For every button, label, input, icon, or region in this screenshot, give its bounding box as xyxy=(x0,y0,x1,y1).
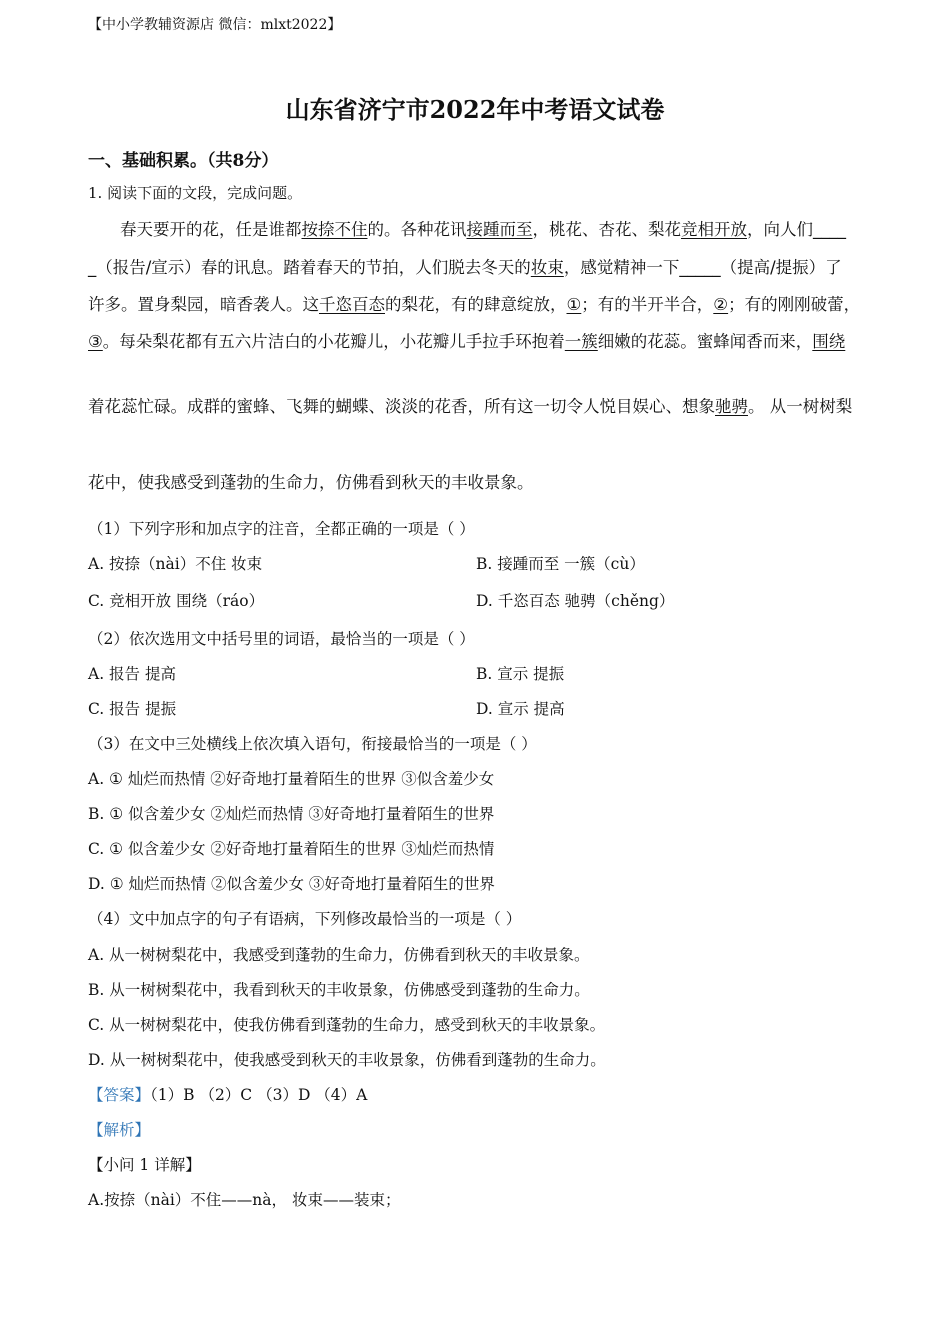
text-run: ，桃花、杏花、梨花 xyxy=(532,220,681,239)
blank-marker: ② xyxy=(713,295,729,314)
sub3-option-c: C. ① 似含羞少女 ②好奇地打量着陌生的世界 ③灿烂而热情 xyxy=(88,840,495,858)
doc-title: 山东省济宁市2022年中考语文试卷 xyxy=(285,95,665,124)
text-run: ；有的半开半合， xyxy=(581,295,714,314)
sub4-option-d: D. 从一树树梨花中，使我感受到秋天的丰收景象，仿佛看到蓬勃的生命力。 xyxy=(88,1051,606,1069)
answer-label: 【答案】 xyxy=(88,1086,151,1104)
sub3-stem: （3）在文中三处横线上依次填入语句，衔接最恰当的一项是（ ） xyxy=(88,735,537,753)
sub2-option-d: D. 宣示 提高 xyxy=(476,700,565,718)
underlined-word: 接踵而至 xyxy=(466,220,533,239)
text-run: 。每朵梨花都有五六片洁白的小花瓣儿，小花瓣儿手拉手环抱着 xyxy=(102,332,565,351)
sub4-option-a: A. 从一树树梨花中，我感受到蓬勃的生命力，仿佛看到秋天的丰收景象。 xyxy=(88,946,590,964)
sub2-option-b: B. 宣示 提振 xyxy=(476,665,565,683)
header-note: 【中小学教辅资源店 微信：mlxt2022】 xyxy=(88,17,342,33)
passage-line-3 xyxy=(88,291,860,315)
passage-line-1 xyxy=(120,216,846,240)
sub1-option-a: A. 按捺（nài）不住 妆束 xyxy=(88,555,263,573)
text-run: 许多。置身梨园，暗香袭人。这 xyxy=(88,295,319,314)
sub1-option-b: B. 接踵而至 一簇（cù） xyxy=(476,555,645,573)
sub3-option-b: B. ① 似含羞少女 ②灿烂而热情 ③好奇地打量着陌生的世界 xyxy=(88,805,495,823)
sub4-option-b: B. 从一树树梨花中，我看到秋天的丰收景象，仿佛感受到蓬勃的生命力。 xyxy=(88,981,590,999)
sub2-option-a: A. 报告 提高 xyxy=(88,665,176,683)
text-run: 花中，使我感受到蓬勃的生命力，仿佛看到秋天的丰收景象。 xyxy=(88,473,534,492)
text-run: _（报告/宣示）春的讯息。踏着春天的节拍，人们脱去冬天的 xyxy=(88,258,531,277)
detail-line: A.按捺（nài）不住——nà， 妆束——装束； xyxy=(88,1191,401,1209)
sub3-option-d: D. ① 灿烂而热情 ②似含羞少女 ③好奇地打量着陌生的世界 xyxy=(88,875,495,893)
analysis-label: 【解析】 xyxy=(88,1121,151,1139)
blank-marker: ① xyxy=(566,295,582,314)
underlined-word: 竞相开放 xyxy=(681,220,747,239)
text-run: 。 从一树树梨 xyxy=(748,397,853,416)
sub2-option-c: C. 报告 提振 xyxy=(88,700,177,718)
question-intro: 1. 阅读下面的文段，完成问题。 xyxy=(88,184,303,202)
underlined-word: 围绕 xyxy=(812,332,846,351)
underlined-word: 妆束 xyxy=(530,258,564,277)
sub1-stem: （1）下列字形和加点字的注音，全都正确的一项是（ ） xyxy=(88,520,475,538)
sub1-option-d: D. 千恣百态 驰骋（chěng） xyxy=(476,592,675,610)
section-heading: 一、基础积累。（共8分） xyxy=(88,151,279,171)
underlined-word: 一簇 xyxy=(564,332,598,351)
text-run: 春天要开的花，任是谁都 xyxy=(120,220,302,239)
underlined-word: 驰骋 xyxy=(715,397,748,416)
sub4-option-c: C. 从一树树梨花中，使我仿佛看到蓬勃的生命力，感受到秋天的丰收景象。 xyxy=(88,1016,606,1034)
passage-line-5 xyxy=(88,393,852,417)
underlined-word: 按捺不住 xyxy=(301,220,368,239)
answer-text: （1）B （2）C （3）D （4）A xyxy=(150,1086,368,1104)
text-run: 的。各种花讯 xyxy=(367,220,467,239)
sub1-option-c: C. 竞相开放 围绕（ráo） xyxy=(88,592,265,610)
passage-line-6 xyxy=(88,469,534,493)
text-run: 着花蕊忙碌。成群的蜜蜂、飞舞的蝴蝶、淡淡的花香，所有这一切令人悦目娱心、想象 xyxy=(88,397,715,416)
underlined-word: 千恣百态 xyxy=(319,295,385,314)
sub3-option-a: A. ① 灿烂而热情 ②好奇地打量着陌生的世界 ③似含羞少女 xyxy=(88,770,495,788)
text-run: ，感觉精神一下_____（提高/提振）了 xyxy=(563,258,842,277)
passage-line-4 xyxy=(88,328,845,352)
text-run: 的梨花，有的肆意绽放， xyxy=(385,295,567,314)
text-run: ，向人们____ xyxy=(747,220,846,239)
passage-line-2 xyxy=(88,254,842,278)
blank-marker: ③ xyxy=(88,332,103,351)
text-run: ；有的刚刚破蕾， xyxy=(728,295,861,314)
detail-label: 【小问 1 详解】 xyxy=(88,1156,201,1174)
sub4-stem: （4）文中加点字的句子有语病，下列修改最恰当的一项是（ ） xyxy=(88,910,522,928)
text-run: 细嫩的花蕊。蜜蜂闻香而来， xyxy=(597,332,813,351)
sub2-stem: （2）依次选用文中括号里的词语，最恰当的一项是（ ） xyxy=(88,630,475,648)
answer-line xyxy=(88,1083,367,1105)
